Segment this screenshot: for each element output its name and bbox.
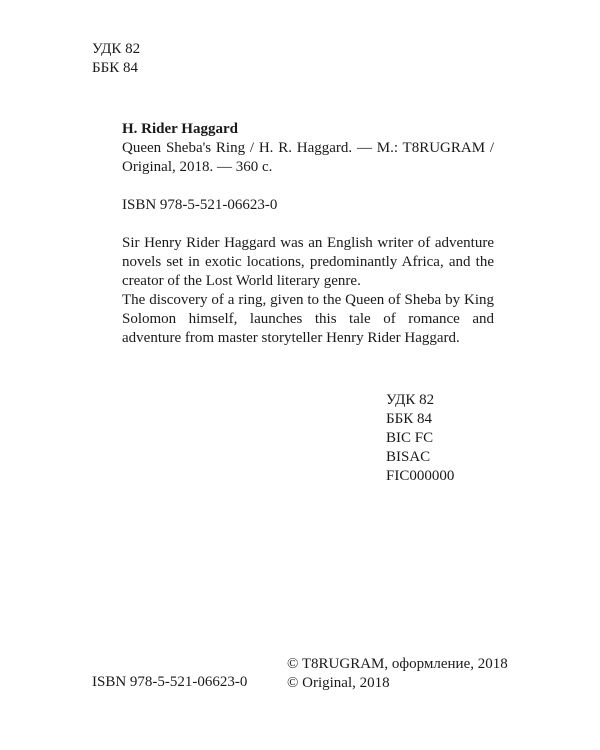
copyright-line-1: © T8RUGRAM, оформление, 2018 (287, 656, 508, 672)
annotation (122, 234, 494, 348)
udk-code-right: УДК 82 (386, 392, 435, 408)
bibliographic-record (122, 120, 494, 348)
annotation-paragraph-2: The discovery of a ring, given to the Queen of Sheba by King Solomon himself, launches this tale of romance and adventure from master storyteller Henry Rider Haggard. (122, 292, 494, 346)
bbk-code: ББК 84 (92, 60, 138, 76)
udk-code: УДК 82 (92, 41, 141, 57)
isbn-bottom: ISBN 978-5-521-06623-0 (92, 674, 248, 690)
author-heading: H. Rider Haggard (122, 121, 238, 137)
bisac-label: BISAC (386, 449, 431, 465)
right-classification-codes (386, 391, 454, 486)
annotation-paragraph-1: Sir Henry Rider Haggard was an English writer of adventure novels set in exotic locations, predominantly Africa, and the creator of the Lost World literary genre. (122, 235, 494, 289)
copyright-block (287, 655, 508, 693)
isbn-line: ISBN 978-5-521-06623-0 (122, 197, 278, 213)
bibliographic-entry: Queen Sheba's Ring / H. R. Haggard. — M.: T8RUGRAM / Original, 2018. — 360 c. (122, 140, 494, 175)
bic-code: BIC FC (386, 430, 434, 446)
fic-code: FIC000000 (386, 468, 455, 484)
top-classification-codes (92, 40, 140, 78)
bbk-code-right: ББК 84 (386, 411, 432, 427)
copyright-line-2: © Original, 2018 (287, 675, 390, 691)
